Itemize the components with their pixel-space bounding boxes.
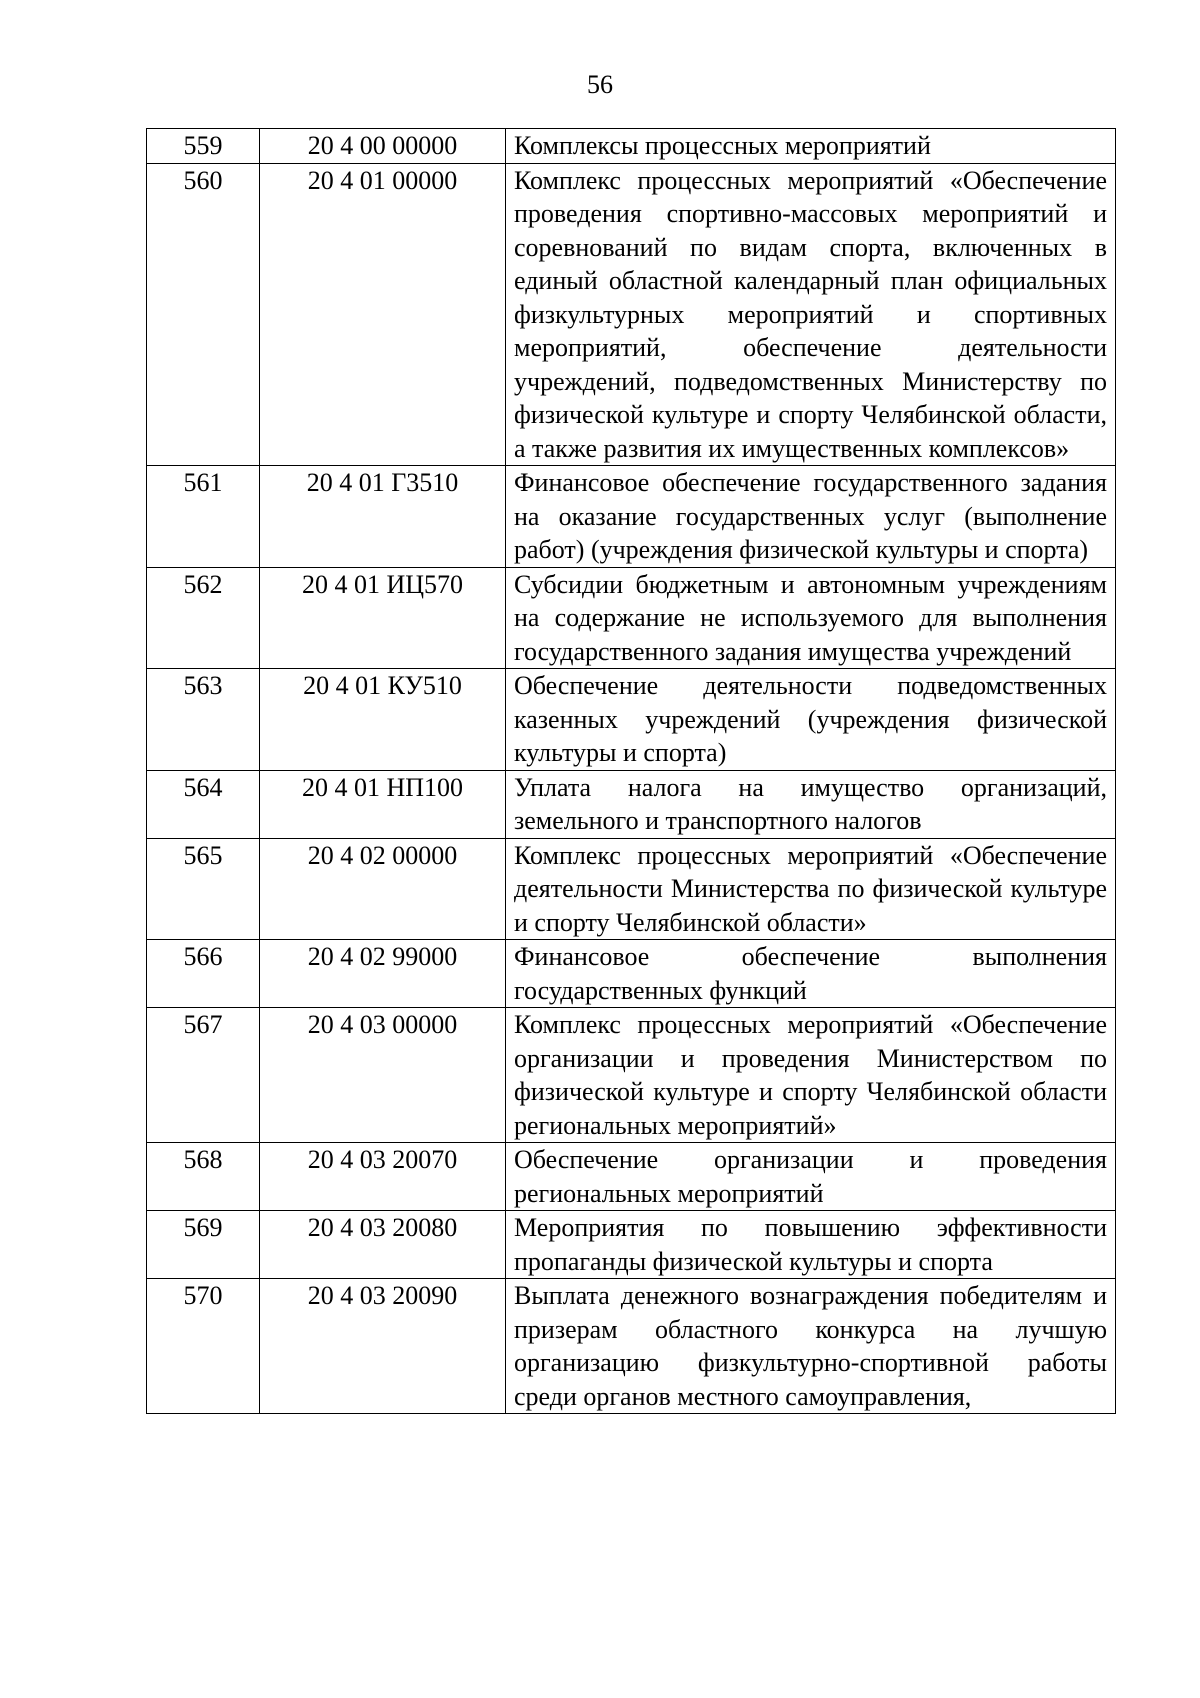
table-row xyxy=(147,466,1116,568)
row-code-cell: 20 4 03 20090 xyxy=(260,1279,506,1414)
row-number-cell: 560 xyxy=(147,163,260,466)
row-description-cell: Обеспечение организации и проведения региональных мероприятий xyxy=(506,1143,1116,1211)
row-code-cell: 20 4 01 НП100 xyxy=(260,770,506,838)
row-code-cell: 20 4 01 ИЦ570 xyxy=(260,567,506,669)
row-number-cell: 565 xyxy=(147,838,260,940)
row-code-cell: 20 4 01 КУ510 xyxy=(260,669,506,771)
row-number-cell: 569 xyxy=(147,1211,260,1279)
row-number-cell: 564 xyxy=(147,770,260,838)
budget-classification-table xyxy=(146,128,1116,1414)
table-row xyxy=(147,1143,1116,1211)
row-code-cell: 20 4 01 Г3510 xyxy=(260,466,506,568)
row-number-cell: 561 xyxy=(147,466,260,568)
row-code-cell: 20 4 03 20070 xyxy=(260,1143,506,1211)
row-number-cell: 559 xyxy=(147,129,260,164)
table-row xyxy=(147,669,1116,771)
row-description-cell: Комплекс процессных мероприятий «Обеспечение организации и проведения Министерством по физической культуре и спорту Челябинской области региональных мероприятий» xyxy=(506,1008,1116,1143)
row-number-cell: 566 xyxy=(147,940,260,1008)
row-description-cell: Мероприятия по повышению эффективности пропаганды физической культуры и спорта xyxy=(506,1211,1116,1279)
row-number-cell: 562 xyxy=(147,567,260,669)
table-row xyxy=(147,1279,1116,1414)
row-description-cell: Финансовое обеспечение выполнения государственных функций xyxy=(506,940,1116,1008)
row-description-cell: Комплекс процессных мероприятий «Обеспечение деятельности Министерства по физической культуре и спорту Челябинской области» xyxy=(506,838,1116,940)
row-description-cell: Субсидии бюджетным и автономным учреждениям на содержание не используемого для выполнения государственного задания имущества учреждений xyxy=(506,567,1116,669)
table-row xyxy=(147,940,1116,1008)
row-number-cell: 570 xyxy=(147,1279,260,1414)
row-number-cell: 568 xyxy=(147,1143,260,1211)
row-description-cell: Выплата денежного вознаграждения победителям и призерам областного конкурса на лучшую организацию физкультурно-спортивной работы среди органов местного самоуправления, xyxy=(506,1279,1116,1414)
row-description-cell: Уплата налога на имущество организаций, земельного и транспортного налогов xyxy=(506,770,1116,838)
table-row xyxy=(147,567,1116,669)
table-row xyxy=(147,1211,1116,1279)
table-row xyxy=(147,163,1116,466)
row-code-cell: 20 4 02 00000 xyxy=(260,838,506,940)
row-code-cell: 20 4 01 00000 xyxy=(260,163,506,466)
page-number: 56 xyxy=(587,70,613,99)
row-code-cell: 20 4 03 00000 xyxy=(260,1008,506,1143)
table-row xyxy=(147,838,1116,940)
row-description-cell: Финансовое обеспечение государственного задания на оказание государственных услуг (выполнение работ) (учреждения физической культуры и спорта) xyxy=(506,466,1116,568)
row-code-cell: 20 4 00 00000 xyxy=(260,129,506,164)
row-description-cell: Обеспечение деятельности подведомственных казенных учреждений (учреждения физической культуры и спорта) xyxy=(506,669,1116,771)
table-row xyxy=(147,1008,1116,1143)
table-body xyxy=(147,129,1116,1414)
row-description-cell: Комплексы процессных мероприятий xyxy=(506,129,1116,164)
table-row xyxy=(147,770,1116,838)
row-description-cell: Комплекс процессных мероприятий «Обеспечение проведения спортивно-массовых мероприятий и соревнований по видам спорта, включенных в единый областной календарный план официальных физкультурных мероприятий и спортивных мероприятий, обеспечение деятельности учреждений, подведомственных Министерству по физической культуре и спорту Челябинской области, а также развития их имущественных комплексов» xyxy=(506,163,1116,466)
row-number-cell: 567 xyxy=(147,1008,260,1143)
table-row xyxy=(147,129,1116,164)
row-code-cell: 20 4 02 99000 xyxy=(260,940,506,1008)
row-code-cell: 20 4 03 20080 xyxy=(260,1211,506,1279)
row-number-cell: 563 xyxy=(147,669,260,771)
